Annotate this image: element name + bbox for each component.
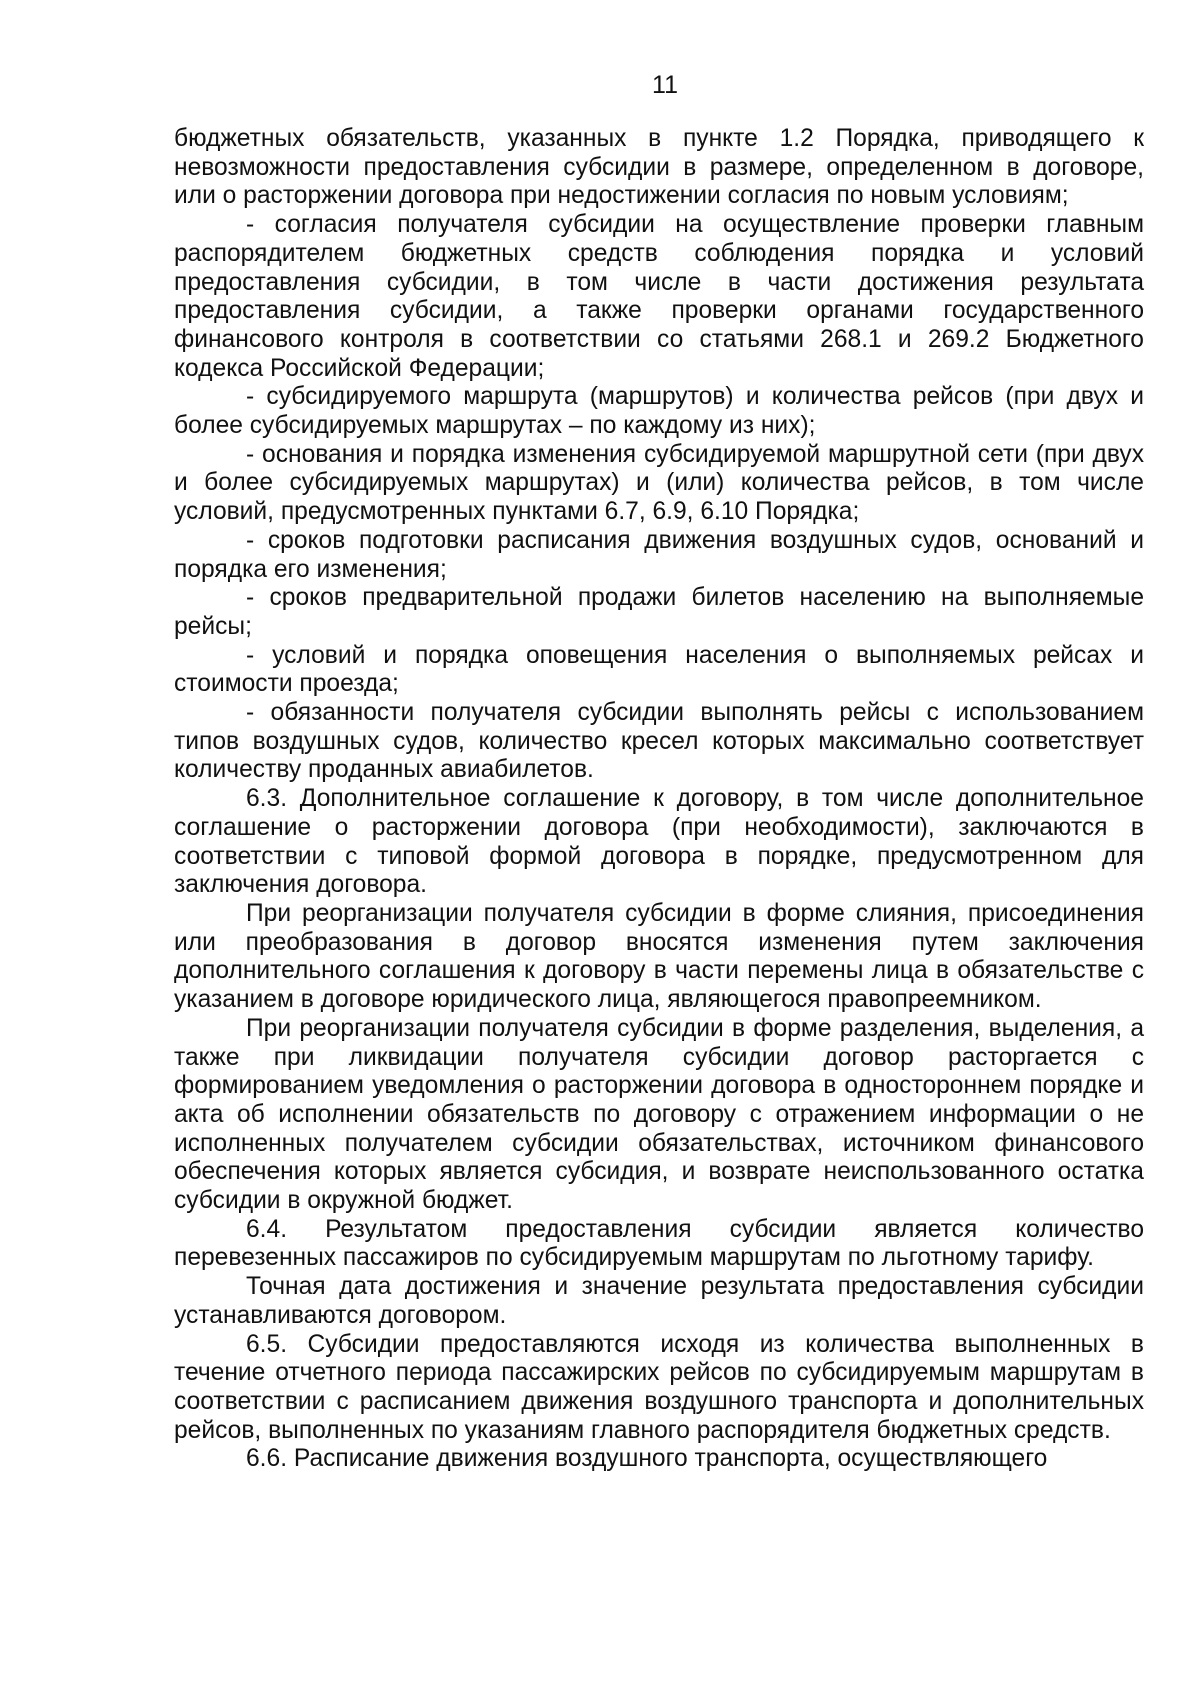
paragraph: - сроков предварительной продажи билетов населению на выполняемые рейсы; (174, 584, 1144, 640)
paragraph: 6.5. Субсидии предоставляются исходя из количества выполненных в течение отчетного периода пассажирских рейсов по субсидируемым маршрутам в соответствии с расписанием движения воздушного транспорта и дополнительных рейсов, выполненных по указаниям главного распорядителя бюджетных средств. (174, 1330, 1144, 1444)
page-number: 11 (652, 71, 678, 99)
paragraph: Точная дата достижения и значение результата предоставления субсидии устанавливаются договором. (174, 1273, 1144, 1329)
paragraph: - сроков подготовки расписания движения воздушных судов, оснований и порядка его изменения; (174, 526, 1144, 583)
paragraph: бюджетных обязательств, указанных в пункте 1.2 Порядка, приводящего к невозможности предоставления субсидии в размере, определенном в договоре, или о расторжении договора при недостижении согласия по новым условиям; (174, 125, 1144, 210)
document-body (174, 125, 1144, 1474)
paragraph: 6.3. Дополнительное соглашение к договору, в том числе дополнительное соглашение о расторжении договора (при необходимости), заключаются в соответствии с типовой формой договора в порядке, предусмотренном для заключения договора. (174, 785, 1144, 899)
paragraph: - обязанности получателя субсидии выполнять рейсы с использованием типов воздушных судов, количество кресел которых максимально соответствует количеству проданных авиабилетов. (174, 699, 1144, 784)
paragraph: При реорганизации получателя субсидии в форме слияния, присоединения или преобразования в договор вносятся изменения путем заключения дополнительного соглашения к договору в части перемены лица в обязательстве с указанием в договоре юридического лица, являющегося правопреемником. (174, 899, 1144, 1014)
paragraph: - основания и порядка изменения субсидируемой маршрутной сети (при двух и более субсидируемых маршрутах) и (или) количества рейсов, в том числе условий, предусмотренных пунктами 6.7, 6.9, 6.10 Порядка; (174, 440, 1144, 526)
paragraph: - субсидируемого маршрута (маршрутов) и количества рейсов (при двух и более субсидируемых маршрутах – по каждому из них); (174, 383, 1144, 440)
paragraph: При реорганизации получателя субсидии в форме разделения, выделения, а также при ликвидации получателя субсидии договор расторгается с формированием уведомления о расторжении договора в одностороннем порядке и акта об исполнении обязательств по договору с отражением информации о не исполненных получателем субсидии обязательствах, источником финансового обеспечения которых является субсидия, и возврате неиспользованного остатка субсидии в окружной бюджет. (174, 1014, 1144, 1215)
paragraph: - согласия получателя субсидии на осуществление проверки главным распорядителем бюджетных средств соблюдения порядка и условий предоставления субсидии, в том числе в части достижения результата предоставления субсидии, а также проверки органами государственного финансового контроля в соответствии со статьями 268.1 и 269.2 Бюджетного кодекса Российской Федерации; (174, 211, 1144, 382)
paragraph: 6.4. Результатом предоставления субсидии является количество перевезенных пассажиров по субсидируемым маршрутам по льготному тарифу. (174, 1215, 1144, 1272)
paragraph: - условий и порядка оповещения населения о выполняемых рейсах и стоимости проезда; (174, 641, 1144, 698)
paragraph: 6.6. Расписание движения воздушного транспорта, осуществляющего (246, 1445, 1048, 1473)
